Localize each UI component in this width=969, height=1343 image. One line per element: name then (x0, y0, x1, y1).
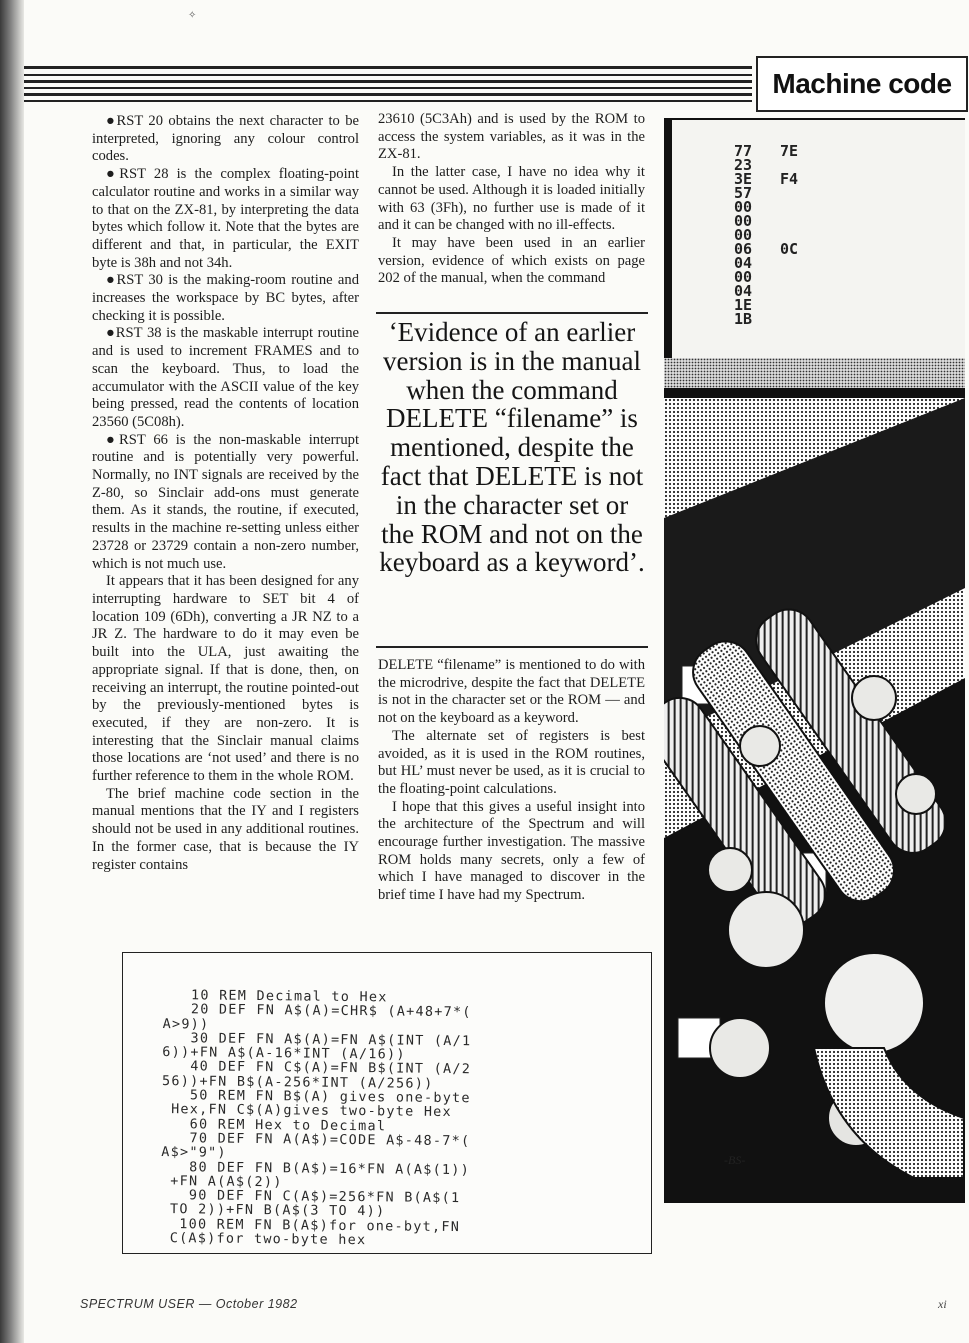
page-folio: xi (938, 1297, 947, 1311)
code-line: 20 DEF FN A$(A)=CHR$ (A+48+7*( (162, 1002, 472, 1021)
hex-byte-left: 1B (734, 310, 753, 328)
paragraph: It may have been used in an earlier version, evidence of which exists on page 202 of the manual, when the command (378, 234, 645, 287)
article-column-2-bottom (378, 657, 645, 905)
paragraph: DELETE “filename” is mentioned to do with the microdrive, despite the fact that DELETE is not in the character set or the ROM — and not on the keyboard as a keyword. (378, 657, 645, 727)
paragraph: ●RST 30 is the making-room routine and increases the workspace by BC bytes, after checking it is possible. (92, 272, 359, 324)
paragraph: In the latter case, I have no idea why it cannot be used. Although it is loaded initially with 63 (3Fh), no further use is made of it and it can be changed with no ill-effects. (378, 164, 645, 234)
hex-byte-left: 06 (734, 240, 753, 258)
page-spine-shadow (0, 0, 24, 1343)
hex-byte-right: F4 (780, 170, 799, 188)
code-line: A$>"9") (161, 1145, 227, 1161)
pull-quote-rule-bottom (376, 646, 648, 648)
code-line: 10 REM Decimal to Hex (162, 988, 388, 1006)
pull-quote: ‘Evidence of an earlier version is in the manual when the command DELETE “filename” is mentioned, despite the fact that DELETE is not in the character set or the ROM and not on the keyboard as a keyword’. (379, 317, 645, 578)
code-line: Hex,FN C$(A)gives two-byte Hex (161, 1102, 453, 1121)
code-listing-box (122, 952, 652, 1254)
article-column-2-top (378, 111, 645, 288)
hex-byte-left: 00 (734, 226, 753, 244)
paragraph: ●RST 38 is the maskable interrupt routine and is used to increment FRAMES and to scan the keyboard. Thus, to load the accumulator with the ASCII value of the key being pressed, read the contents of location 23560 (5C08h). (92, 325, 359, 430)
paragraph: ●RST 66 is the non-maskable interrupt routine and is potentially very powerful. Normally, no INT signals are received by the Z-80, so Sinclair add-ons must generate them. As it stands, the routine, if executed, results in the machine re-setting unless either 23728 or 23729 contain a non-zero number, which is not much use. (92, 431, 359, 572)
code-line: TO 2))+FN B(A$(3 TO 4)) (160, 1202, 386, 1220)
hex-byte-left: 04 (734, 282, 753, 300)
code-line: 30 DEF FN A$(A)=FN A$(INT (A/1 (162, 1030, 472, 1050)
hex-byte-left: 04 (734, 254, 753, 272)
code-line: +FN A(A$(2)) (160, 1173, 283, 1191)
print-speck: ✧ (188, 10, 197, 21)
code-line: 40 DEF FN C$(A)=FN B$(INT (A/2 (162, 1059, 472, 1078)
code-line: 60 REM Hex to Decimal (161, 1116, 387, 1135)
article-column-1 (92, 113, 359, 874)
paragraph: ●RST 20 obtains the next character to be interpreted, ignoring any colour control codes. (92, 113, 359, 165)
paragraph: The brief machine code section in the manual mentions that the IY and I registers should not be used in any additional routines. In the former case, that is because the IY register contains (92, 785, 359, 873)
code-line: C(A$)for two-byte hex (160, 1231, 367, 1249)
paragraph: 23610 (5C3Ah) and is used by the ROM to access the system variables, as it was in the ZX-81. (378, 111, 645, 163)
paragraph: It appears that it has been designed for any interrupting hardware to SET bit 4 of location 109 (6Dh), converting a JR NZ to a JR Z. The hardware to do it may even be built into the ULA, just awaiting the appropriate signal. If that is done, then, on receiving an interrupt, the routine pointed-out by the previously-mentioned bytes is executed, if they are non-zero. It is interesting that the Sinclair manual claims those locations are ‘not used’ and there is no further reference to them in the whole ROM. (92, 573, 359, 785)
code-line: 80 DEF FN B(A$)=16*FN A(A$(1)) (161, 1159, 471, 1178)
hex-byte-left: 77 (734, 142, 753, 160)
pull-quote-rule-top (376, 312, 648, 314)
section-header (756, 56, 968, 112)
robot-hand-illustration (664, 118, 965, 1203)
paragraph: I hope that this gives a useful insight into the architecture of the Spectrum and will encourage further investigation. The massive ROM holds many secrets, only a few of which I have managed to discover in the brief time I have had my Spectrum. (378, 798, 645, 904)
section-title: Machine code (772, 68, 952, 99)
hex-byte-left: 57 (734, 184, 753, 202)
code-line: 6))+FN A$(A-16*INT (A/16)) (162, 1045, 406, 1063)
hex-byte-left: 23 (734, 156, 753, 174)
code-line: 56))+FN B$(A-256*INT (A/256)) (161, 1073, 434, 1092)
code-line: 100 REM FN B(A$)for one-byt,FN (160, 1216, 461, 1235)
hex-byte-left: 00 (734, 198, 753, 216)
code-line: 90 DEF FN C(A$)=256*FN B(A$(1 (160, 1188, 461, 1207)
hex-byte-left: 1E (734, 296, 753, 314)
hex-byte-left: 00 (734, 212, 753, 230)
hex-byte-left: 3E (734, 170, 753, 188)
publication-footer: SPECTRUM USER — October 1982 (80, 1297, 298, 1311)
code-line: 50 REM FN B$(A) gives one-byte (161, 1088, 471, 1107)
hex-byte-right: 0C (780, 240, 799, 258)
artist-signature: -BS- (724, 1153, 746, 1167)
hex-byte-left: 00 (734, 268, 753, 286)
paragraph: The alternate set of registers is best avoided, as it is used in the ROM routines, but HL’ must never be used, as it is crucial to the floating-point calculations. (378, 727, 645, 797)
basic-code-listing (160, 989, 643, 1251)
code-line: A>9)) (162, 1016, 210, 1033)
paragraph: ●RST 28 is the complex floating-point calculator routine and works in a similar way to that on the ZX-81, by interpreting the data bytes which follow it. Note that the bytes are different and that, in particular, the EXIT byte is 38h and not 34h. (92, 166, 359, 271)
code-line: 70 DEF FN A(A$)=CODE A$-48-7*( (161, 1130, 471, 1150)
hex-byte-right: 7E (780, 142, 799, 160)
